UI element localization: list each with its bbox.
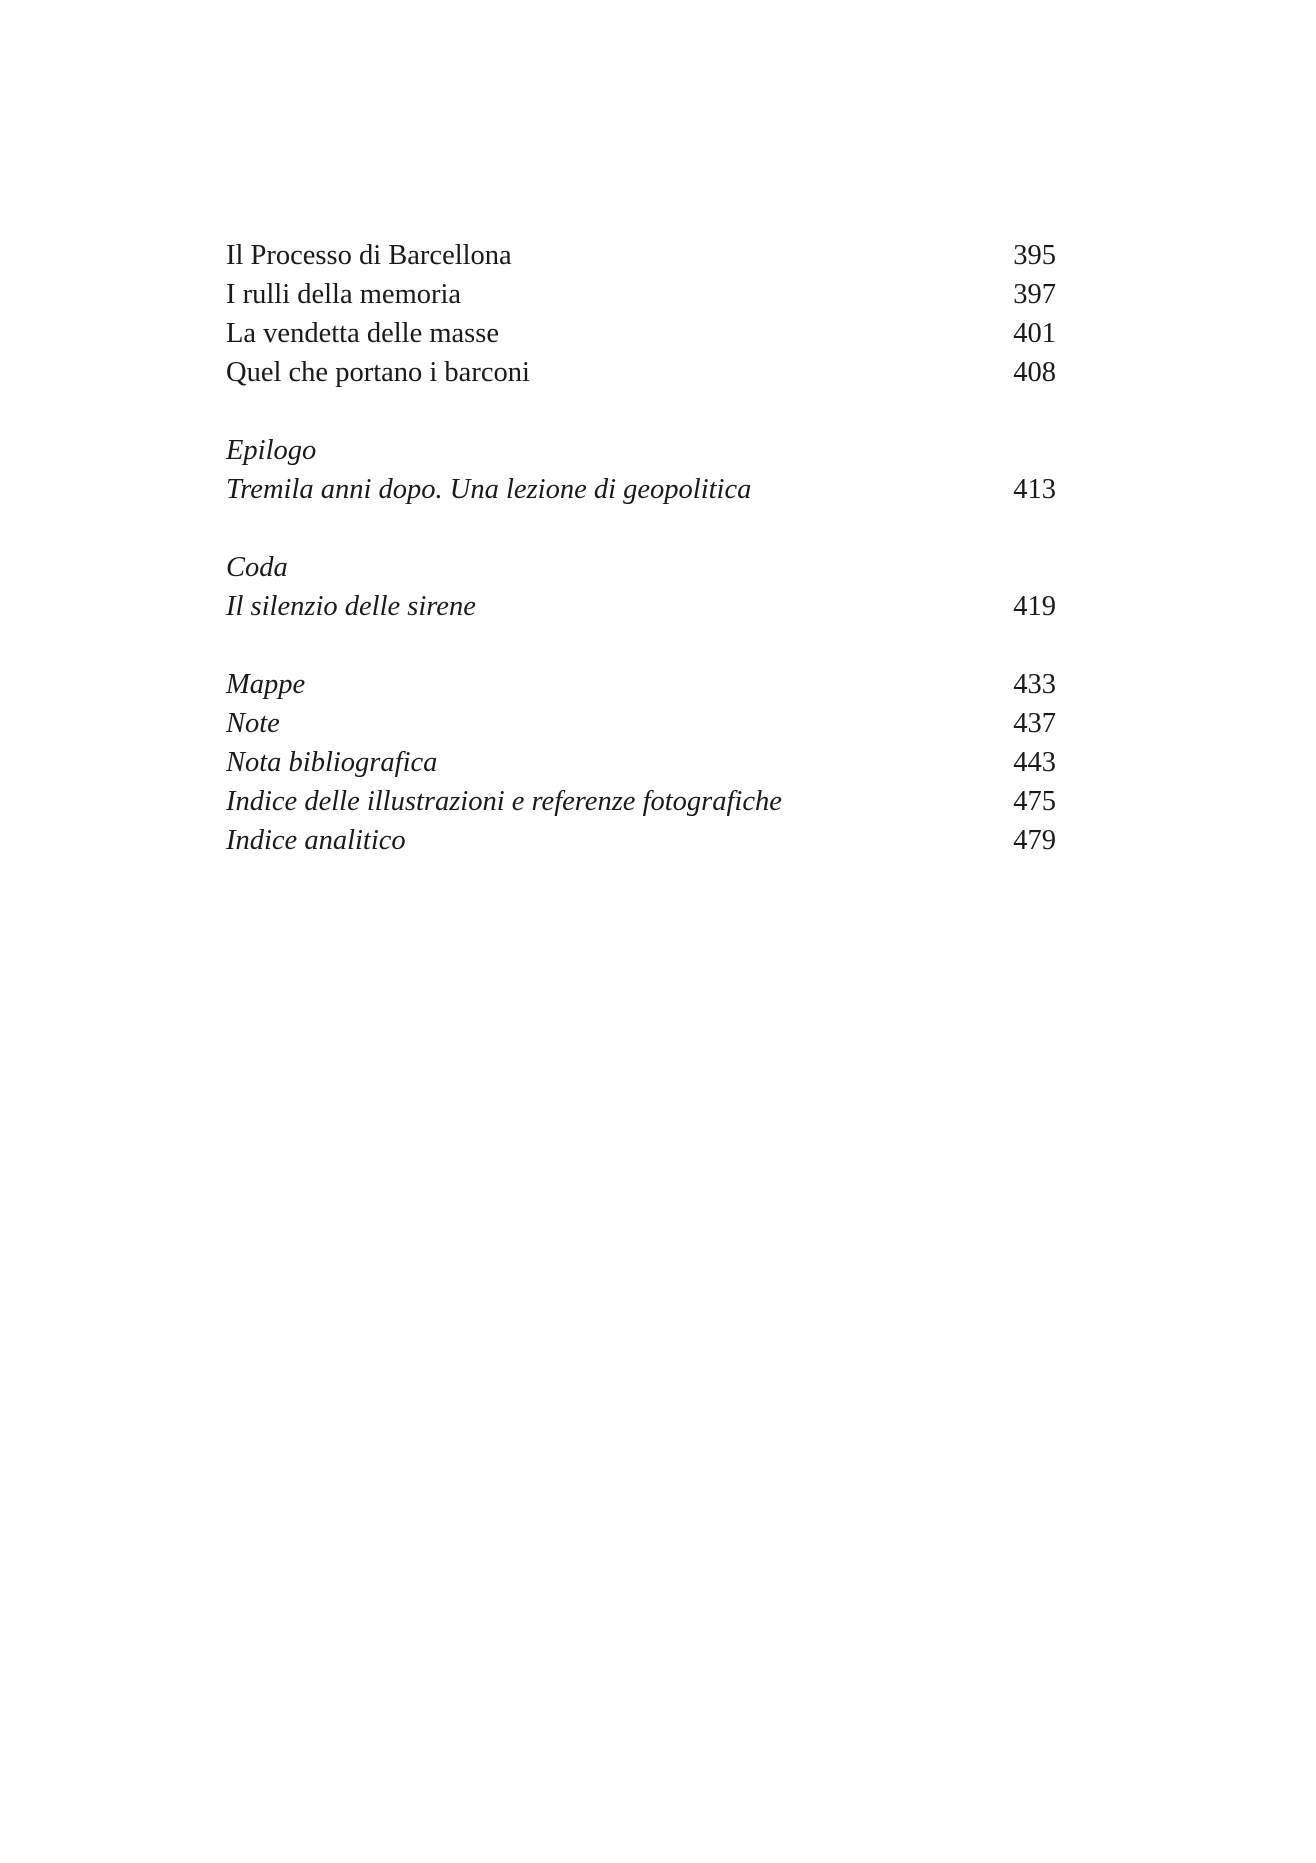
toc-entry-title: Quel che portano i barconi: [226, 357, 530, 388]
section-heading-label: Epilogo: [226, 435, 317, 466]
toc-entry-page: 401: [1013, 318, 1056, 349]
toc-entry-title: I rulli della memoria: [226, 279, 462, 310]
toc-entry-page: 437: [1013, 708, 1056, 739]
table-of-contents: [226, 236, 1056, 860]
toc-entry-title: Indice delle illustrazioni e referenze fotografiche: [226, 786, 782, 817]
toc-entry-title: La vendetta delle masse: [226, 318, 500, 349]
section-heading-coda: [226, 548, 1056, 587]
toc-entry-title: Indice analitico: [226, 825, 406, 856]
toc-entry: [226, 353, 1056, 392]
toc-entry-page: 419: [1013, 591, 1056, 622]
toc-entry-coda: [226, 587, 1056, 626]
toc-entry-title: Tremila anni dopo. Una lezione di geopolitica: [226, 474, 752, 505]
toc-entry-title: Il silenzio delle sirene: [226, 591, 476, 622]
section-spacer: [226, 392, 1056, 431]
toc-entry-back-matter: [226, 782, 1056, 821]
toc-entry: [226, 314, 1056, 353]
toc-entry: [226, 275, 1056, 314]
toc-entry-page: 408: [1013, 357, 1056, 388]
toc-entry-back-matter: [226, 704, 1056, 743]
toc-entry-page: 395: [1013, 240, 1056, 271]
section-spacer: [226, 626, 1056, 665]
toc-entry-back-matter: [226, 743, 1056, 782]
toc-entry-title: Note: [226, 708, 280, 739]
toc-entry-title: Il Processo di Barcellona: [226, 240, 512, 271]
toc-entry-page: 479: [1013, 825, 1056, 856]
toc-entry-page: 433: [1013, 669, 1056, 700]
section-spacer: [226, 509, 1056, 548]
toc-entry-page: 397: [1013, 279, 1056, 310]
toc-entry-title: Mappe: [226, 669, 306, 700]
toc-entry-back-matter: [226, 665, 1056, 704]
toc-entry-page: 413: [1013, 474, 1056, 505]
toc-entry-page: 443: [1013, 747, 1056, 778]
toc-entry-title: Nota bibliografica: [226, 747, 438, 778]
toc-entry-back-matter: [226, 821, 1056, 860]
toc-entry-page: 475: [1013, 786, 1056, 817]
toc-entry-epilogue: [226, 470, 1056, 509]
section-heading-label: Coda: [226, 552, 288, 583]
toc-entry: [226, 236, 1056, 275]
section-heading-epilogue: [226, 431, 1056, 470]
